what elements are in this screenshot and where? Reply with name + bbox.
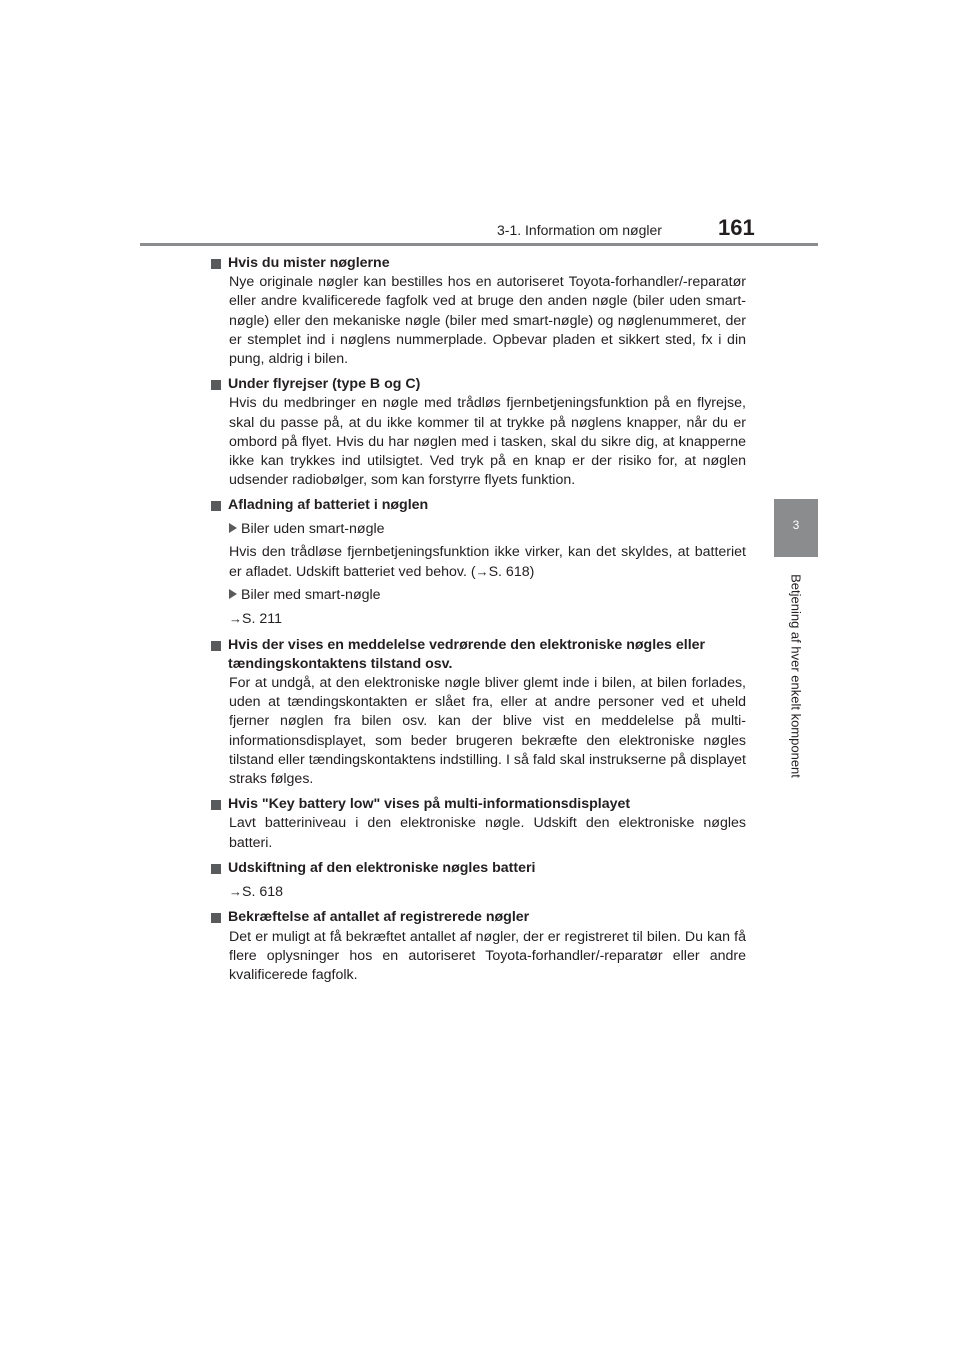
section-battery-replacement bbox=[211, 859, 746, 902]
section-battery-discharge bbox=[211, 496, 746, 629]
triangle-bullet-icon bbox=[229, 589, 237, 599]
page-number: 161 bbox=[718, 215, 755, 240]
sub-heading: Biler med smart-nøgle bbox=[211, 586, 746, 605]
section-message-display bbox=[211, 636, 746, 790]
page-reference-link[interactable]: S. 618 bbox=[488, 564, 530, 581]
section-registered-keys bbox=[211, 908, 746, 985]
square-bullet-icon bbox=[211, 864, 221, 874]
section-lost-keys bbox=[211, 254, 746, 369]
section-heading: Udskiftning af den elektroniske nøgles batteri bbox=[211, 859, 746, 878]
page-content bbox=[211, 254, 746, 991]
section-body: Nye originale nøgler kan bestilles hos en autoriseret Toyota-forhandler/-reparatør eller andre kvalificerede fagfolk ved at bruge den anden nøgle (biler uden smart-nøgle) eller den mekaniske nøgle (biler med smart-nøgle) og nøglenummeret, der er stemplet ind i nøglens nummerplade. Opbevar pladen et sikkert sted, fx i din pung, aldrig i bilen. bbox=[229, 274, 746, 368]
arrow-right-icon: → bbox=[229, 884, 242, 900]
triangle-bullet-icon bbox=[229, 523, 237, 533]
section-body: Lavt batteriniveau i den elektroniske nøgle. Udskift den elektroniske nøgles batteri. bbox=[229, 815, 746, 851]
section-body: For at undgå, at den elektroniske nøgle bliver glemt inde i bilen, at bilen forlades, uden at tændingskontakten er slået fra, eller at andre personer ved et uheld fjerner nøglen fra bilen osv. kan der blive vist en meddelelse på multi-informationsdisplayet, som beder brugeren bekræfte den elektroniske nøgles tilstand eller tændingskontaktens indstilling. I så fald skal instrukserne på displayet straks følges. bbox=[229, 675, 746, 788]
reference-line bbox=[211, 609, 746, 629]
chapter-label: Betjening af hver enkelt komponent bbox=[788, 574, 804, 778]
header-rule bbox=[140, 243, 818, 246]
section-heading: Hvis "Key battery low" vises på multi-informationsdisplayet bbox=[211, 795, 746, 814]
page-reference-link[interactable]: S. 618 bbox=[242, 884, 284, 901]
square-bullet-icon bbox=[211, 259, 221, 269]
section-flights bbox=[211, 375, 746, 490]
section-body: Hvis du medbringer en nøgle med trådløs fjernbetjeningsfunktion på en flyrejse, skal du passe på, at du ikke kommer til at trykke på nøglens knapper, når du er ombord på flyet. Hvis du har nøglen med i tasken, skal du sikre dig, at knapperne ikke kan trykkes ind utilsigtet. Ved tryk på en knap er der risiko for, at nøglen udsender radiobølger, som kan forstyrre flyets funktion. bbox=[229, 395, 746, 489]
arrow-right-icon: → bbox=[475, 564, 489, 580]
section-heading: Under flyrejser (type B og C) bbox=[211, 375, 746, 394]
section-heading: Afladning af batteriet i nøglen bbox=[211, 496, 746, 515]
section-title: 3-1. Information om nøgler bbox=[497, 222, 662, 238]
arrow-right-icon: → bbox=[229, 611, 242, 627]
section-heading: Bekræftelse af antallet af registrerede nøgler bbox=[211, 908, 746, 927]
side-track bbox=[774, 248, 818, 1358]
square-bullet-icon bbox=[211, 501, 221, 511]
square-bullet-icon bbox=[211, 913, 221, 923]
square-bullet-icon bbox=[211, 380, 221, 390]
section-heading: Hvis du mister nøglerne bbox=[211, 254, 746, 273]
chapter-number: 3 bbox=[792, 518, 800, 532]
reference-line bbox=[211, 882, 746, 902]
section-heading: Hvis der vises en meddelelse vedrørende den elektroniske nøgles eller tændingskontaktens tilstand osv. bbox=[211, 636, 746, 674]
section-key-battery-low bbox=[211, 795, 746, 853]
sub-heading: Biler uden smart-nøgle bbox=[211, 520, 746, 539]
square-bullet-icon bbox=[211, 641, 221, 651]
section-body: Hvis den trådløse fjernbetjeningsfunktion ikke virker, kan det skyldes, at batteriet er afladet. Udskift batteriet ved behov. (→S. 618) bbox=[229, 543, 746, 581]
page-reference-link[interactable]: S. 211 bbox=[242, 611, 282, 628]
section-body: Det er muligt at få bekræftet antallet af nøgler, der er registreret til bilen. Du kan få flere oplysninger hos en autoriseret Toyota-forhandler/-reparatør eller andre kvalificerede fagfolk. bbox=[229, 928, 746, 983]
square-bullet-icon bbox=[211, 800, 221, 810]
